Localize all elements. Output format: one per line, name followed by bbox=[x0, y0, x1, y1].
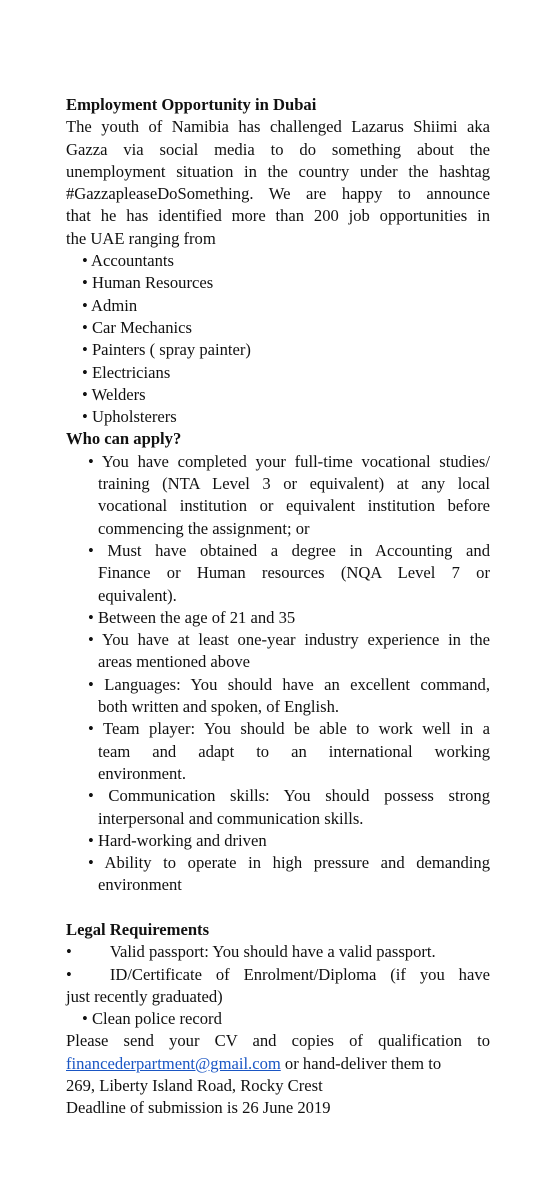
requirement-line: • Communication skills: You should possess strong bbox=[88, 786, 490, 806]
job-list-item: • Electricians bbox=[82, 362, 171, 382]
requirement-line: • Hard-working and driven bbox=[88, 830, 267, 850]
deadline-line: Deadline of submission is 26 June 2019 bbox=[66, 1098, 331, 1118]
job-advert bbox=[66, 94, 490, 1120]
spacer bbox=[66, 897, 490, 919]
requirement-line: training (NTA Level 3 or equivalent) at any local bbox=[98, 474, 490, 494]
intro-line: Gazza via social media to do something about the bbox=[66, 139, 490, 159]
requirement-line: areas mentioned above bbox=[98, 652, 251, 672]
requirement-line: • You have at least one-year industry experience in the bbox=[88, 630, 490, 650]
requirement-line: • Languages: You should have an excellent command, bbox=[88, 674, 490, 694]
requirement-line: commencing the assignment; or bbox=[98, 518, 310, 538]
intro-line: the UAE ranging from bbox=[66, 228, 216, 248]
bullet: • bbox=[66, 964, 72, 984]
requirement-line: • You have completed your full-time vocational studies/ bbox=[88, 451, 490, 471]
legal-item-id-cont: just recently graduated) bbox=[66, 986, 223, 1006]
legal-item-passport bbox=[66, 941, 490, 963]
address-line: 269, Liberty Island Road, Rocky Crest bbox=[66, 1076, 323, 1096]
legal-item-id bbox=[66, 964, 490, 986]
page-title: Employment Opportunity in Dubai bbox=[66, 95, 317, 114]
section-heading-who-can-apply: Who can apply? bbox=[66, 429, 182, 449]
requirement-line: Finance or Human resources (NQA Level 7 or bbox=[98, 563, 490, 583]
job-list-item: • Admin bbox=[82, 295, 138, 315]
job-list-item: • Painters ( spray painter) bbox=[82, 340, 251, 360]
intro-line: The youth of Namibia has challenged Lazarus Shiimi aka bbox=[66, 117, 490, 137]
requirement-line: interpersonal and communication skills. bbox=[98, 808, 364, 828]
closing-text: or hand-deliver them to bbox=[280, 1053, 442, 1073]
intro-line: unemployment situation in the country under the hashtag bbox=[66, 161, 490, 181]
job-list-item: • Welders bbox=[82, 384, 146, 404]
requirement-line: • Between the age of 21 and 35 bbox=[88, 607, 296, 627]
requirement-line: both written and spoken, of English. bbox=[98, 697, 340, 717]
job-list-item: • Accountants bbox=[82, 251, 174, 271]
requirement-line: equivalent). bbox=[98, 585, 177, 605]
requirement-line: • Ability to operate in high pressure and demanding bbox=[88, 853, 490, 873]
intro-line: that he has identified more than 200 job opportunities in bbox=[66, 206, 490, 226]
requirement-line: environment. bbox=[98, 763, 187, 783]
closing-email-line bbox=[66, 1053, 490, 1075]
closing-line: Please send your CV and copies of qualification to bbox=[66, 1031, 490, 1051]
legal-text: ID/Certificate of Enrolment/Diploma (if you have bbox=[109, 964, 490, 984]
legal-item-police: • Clean police record bbox=[82, 1009, 222, 1029]
legal-text: Valid passport: You should have a valid passport. bbox=[109, 942, 436, 962]
job-list-item: • Human Resources bbox=[82, 273, 214, 293]
section-heading-legal: Legal Requirements bbox=[66, 919, 210, 939]
requirement-line: team and adapt to an international working bbox=[98, 741, 490, 761]
requirement-line: environment bbox=[98, 875, 182, 895]
requirement-line: • Must have obtained a degree in Accounting and bbox=[88, 540, 490, 560]
job-list-item: • Car Mechanics bbox=[82, 317, 192, 337]
email-link[interactable]: financederpartment@gmail.com bbox=[66, 1053, 281, 1073]
requirement-line: • Team player: You should be able to work well in a bbox=[88, 719, 490, 739]
requirement-line: vocational institution or equivalent institution before bbox=[98, 496, 490, 516]
job-list-item: • Upholsterers bbox=[82, 407, 177, 427]
intro-line: #GazzapleaseDoSomething. We are happy to announce bbox=[66, 184, 490, 204]
bullet: • bbox=[66, 942, 72, 962]
